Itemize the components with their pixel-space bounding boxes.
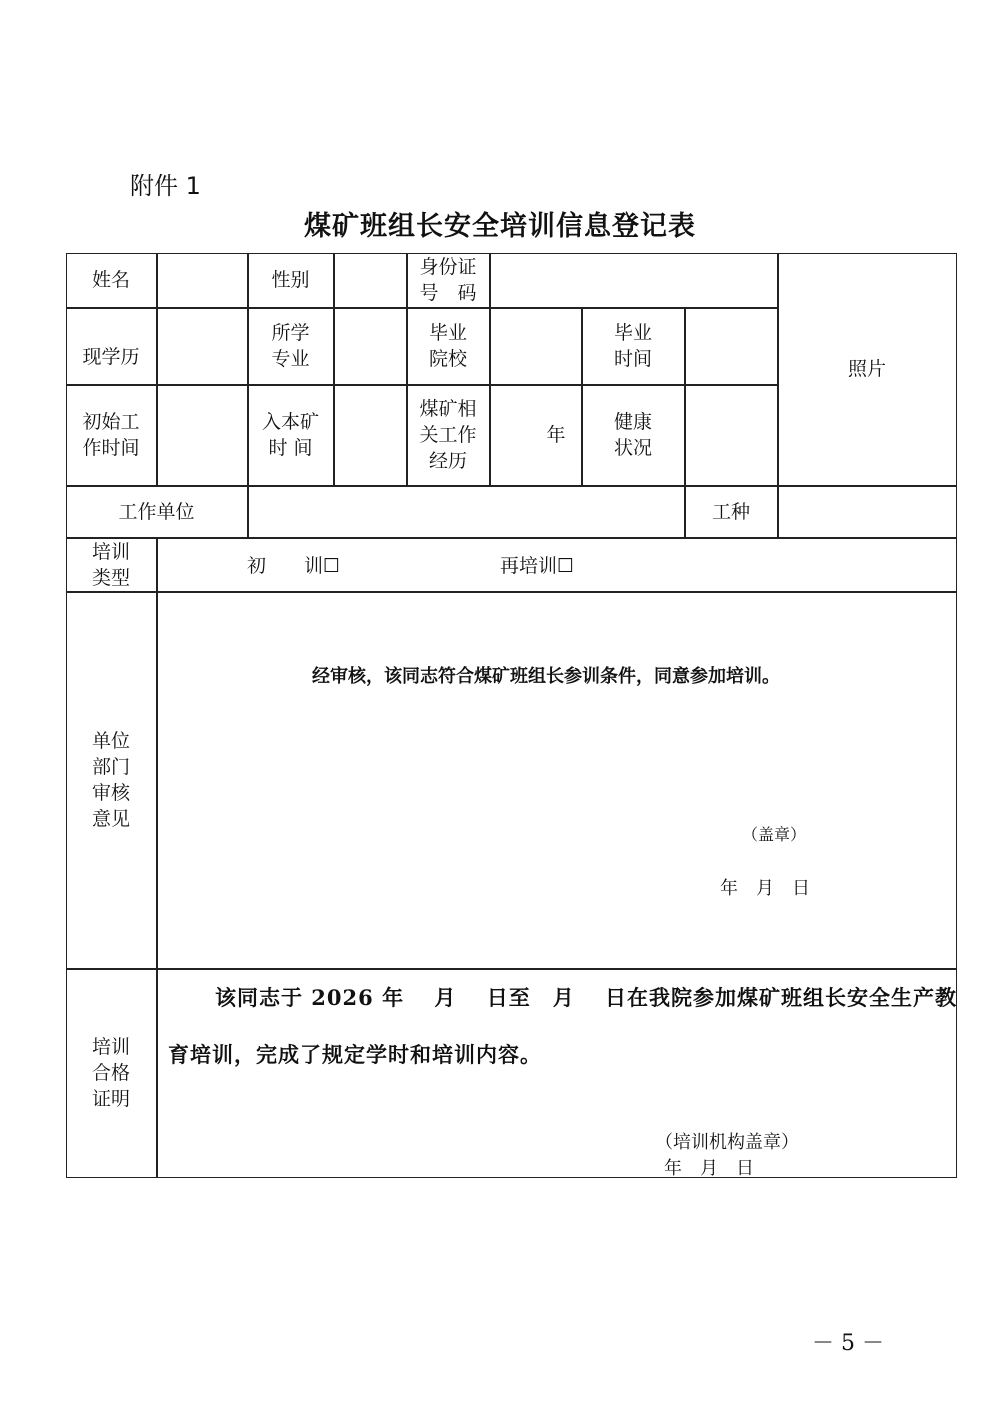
education-label: 现学历 [82,345,140,368]
school-field[interactable] [490,308,582,385]
grad-time-field[interactable] [685,308,778,385]
start-work-field[interactable] [157,385,248,486]
health-label: 健康 状况 [613,411,652,459]
coal-exp-label-cell [407,385,490,486]
attachment-label: 附件 1 [130,172,201,200]
coal-exp-label: 煤矿相 关工作 经历 [419,398,477,472]
health-field[interactable] [685,385,778,486]
job-type-field[interactable] [778,486,957,538]
review-opinion-area[interactable] [157,592,957,969]
cert-text-line1: 该同志于 2026 年 月 日至 月 日在我院参加煤矿班组长安全生产教 [215,985,957,1010]
job-type-label-cell [685,486,778,538]
job-type-label: 工种 [711,500,750,523]
review-statement: 经审核，该同志符合煤矿班组长参训条件，同意参加培训。 [312,666,780,687]
photo-cell[interactable] [778,253,957,486]
employer-field[interactable] [248,486,685,538]
page-number: － 5 － [812,1331,884,1356]
gender-label: 性别 [271,269,310,291]
employer-label-cell [66,486,248,538]
id-label: 身份证 号 码 [419,256,477,304]
join-mine-label: 入本矿 时 间 [261,411,319,459]
join-mine-field[interactable] [334,385,407,486]
training-type-label: 培训 类型 [91,540,130,589]
photo-label: 照片 [847,358,886,380]
school-label-cell [407,308,490,385]
gender-label-cell [248,253,334,308]
review-label-cell [66,592,157,969]
cert-text-line2: 育培训，完成了规定学时和培训内容。 [168,1042,542,1067]
employer-label: 工作单位 [118,500,195,523]
gender-field[interactable] [334,253,407,308]
start-work-label: 初始工 作时间 [82,411,140,459]
cert-date: 年 月 日 [664,1158,754,1179]
cert-label: 培训 合格 证明 [91,1036,130,1110]
training-type-label-cell [66,538,157,592]
initial-training-checkbox[interactable]: 初 训☐ [247,555,341,577]
education-field[interactable] [157,308,248,385]
start-work-label-cell [66,385,157,486]
review-label: 单位 部门 审核 意见 [91,730,130,830]
major-label: 所学 专业 [271,322,310,370]
review-date: 年 月 日 [720,878,810,899]
id-label-cell [407,253,490,308]
school-label: 毕业 院校 [428,322,467,370]
join-mine-label-cell [248,385,334,486]
major-field[interactable] [334,308,407,385]
id-number-field[interactable] [490,253,778,308]
year-unit: 年 [546,424,566,446]
coal-exp-field[interactable] [490,385,582,486]
grad-time-label: 毕业 时间 [613,322,652,370]
retraining-checkbox[interactable]: 再培训☐ [500,555,575,577]
major-label-cell [248,308,334,385]
health-label-cell [582,385,685,486]
education-label-cell [66,308,157,385]
name-label-cell [66,253,157,308]
cert-org-stamp: （培训机构盖章） [655,1132,799,1153]
grad-time-label-cell [582,308,685,385]
name-label: 姓名 [91,269,130,291]
review-stamp-label: （盖章） [742,825,807,844]
form-title: 煤矿班组长安全培训信息登记表 [304,211,696,242]
name-field[interactable] [157,253,248,308]
cert-label-cell [66,969,157,1178]
